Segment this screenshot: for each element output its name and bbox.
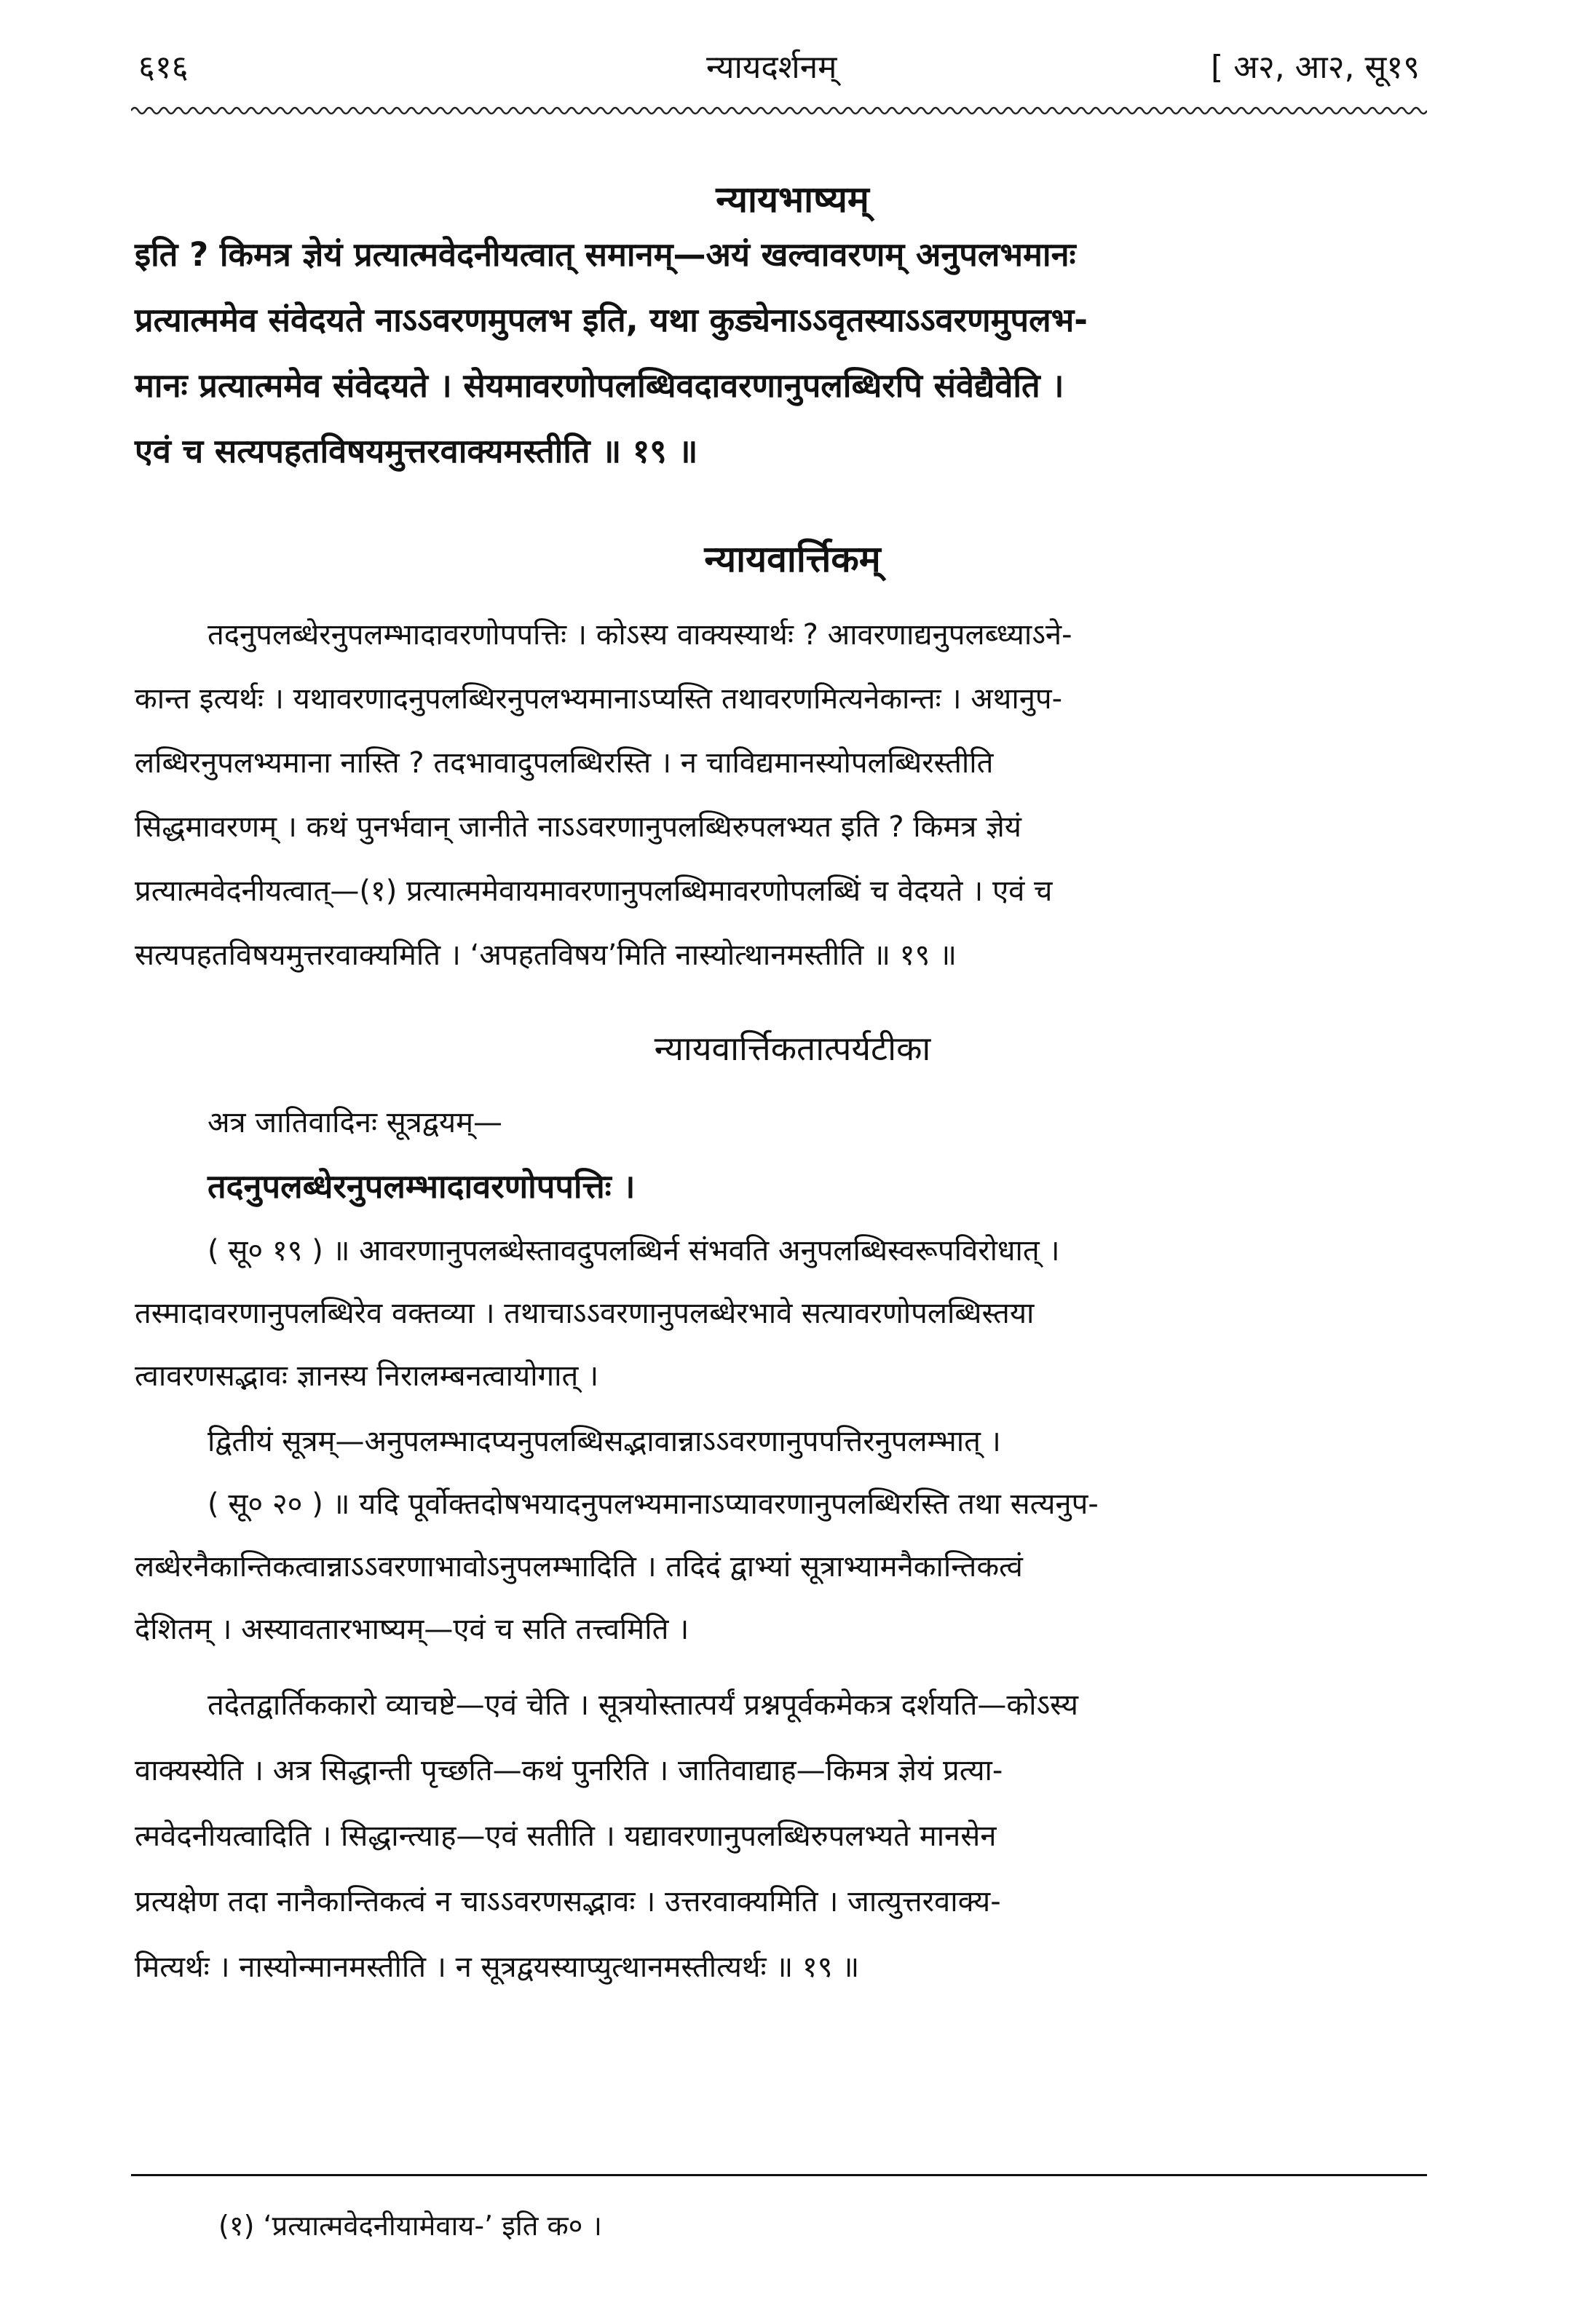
text-line: ( सू० २० ) ॥ यदि पूर्वोक्तदोषभयादनुपलभ्यमानाऽप्यावरणानुपलब्धिरस्ति तथा सत्यनुप- bbox=[207, 1487, 1099, 1521]
page-header bbox=[131, 44, 1427, 102]
footnote-divider bbox=[131, 2174, 1427, 2176]
text-line: त्वावरणसद्भावः ज्ञानस्य निरालम्बनत्वायोगात् । bbox=[135, 1359, 599, 1393]
text-line: प्रत्यक्षेण तदा नानैकान्तिकत्वं न चाऽऽवरणसद्भावः । उत्तरवाक्यमिति । जात्युत्तरवाक्य- bbox=[135, 1885, 1001, 1918]
text-line: लब्धिरनुपलभ्यमाना नास्ति ? तदभावादुपलब्धिरस्ति । न चाविद्यमानस्योपलब्धिरस्तीति bbox=[135, 746, 994, 780]
text-line: त्मवेदनीयत्वादिति । सिद्धान्त्याह—एवं सतीति । यद्यावरणानुपलब्धिरुपलभ्यते मानसेन bbox=[135, 1819, 997, 1853]
text-line: इति ? किमत्र ज्ञेयं प्रत्यात्मवेदनीयत्वात् समानम्—अयं खल्वावरणम् अनुपलभमानः bbox=[135, 235, 1076, 274]
page-number: ६१६ bbox=[138, 49, 189, 86]
vartika-title: न्यायवार्त्तिकम् bbox=[704, 538, 881, 580]
text-line: कान्त इत्यर्थः । यथावरणादनुपलब्धिरनुपलभ्यमानाऽप्यस्ति तथावरणमित्यनेकान्तः । अथानुप- bbox=[135, 682, 1063, 716]
text-line: प्रत्यात्मवेदनीयत्वात्—(१) प्रत्यात्ममेवायमावरणानुपलब्धिमावरणोपलब्धिं च वेदयते । एवं च bbox=[135, 874, 1053, 908]
text-line: अत्र जातिवादिनः सूत्रद्वयम्— bbox=[207, 1106, 502, 1139]
text-line: तदेतद्वार्तिककारो व्याचष्टे—एवं चेति । सूत्रयोस्तात्पर्यं प्रश्नपूर्वकमेकत्र दर्शयति—कोऽस्य bbox=[207, 1688, 1078, 1722]
text-line: सत्यपहतविषयमुत्तरवाक्यमिति । ‘अपहतविषय’मिति नास्योत्थानमस्तीति ॥ १९ ॥ bbox=[135, 938, 957, 972]
text-line: प्रत्यात्ममेव संवेदयते नाऽऽवरणमुपलभ इति, यथा कुड्येनाऽऽवृतस्याऽऽवरणमुपलभ- bbox=[135, 301, 1088, 339]
text-line: ( सू० १९ ) ॥ आवरणानुपलब्धेस्तावदुपलब्धिर्न संभवति अनुपलब्धिस्वरूपविरोधात् । bbox=[207, 1234, 1060, 1268]
header-wavy-rule bbox=[131, 102, 1427, 119]
text-line: मानः प्रत्यात्ममेव संवेदयते । सेयमावरणोपलब्धिवदावरणानुपलब्धिरपि संवेद्यैवेति । bbox=[135, 366, 1064, 405]
text-line: तदनुपलब्धेरनुपलम्भादावरणोपपत्तिः । bbox=[207, 1167, 636, 1206]
vartika-text bbox=[135, 613, 1438, 1006]
tika-text bbox=[135, 1101, 1438, 2135]
text-line: तदनुपलब्धेरनुपलम्भादावरणोपपत्तिः । कोऽस्य वाक्यस्यार्थः ? आवरणाद्यनुपलब्ध्याऽने- bbox=[207, 618, 1072, 652]
text-line: मित्यर्थः । नास्योन्मानमस्तीति । न सूत्रद्वयस्याप्युत्थानमस्तीत्यर्थः ॥ १९ ॥ bbox=[135, 1951, 860, 1984]
tika-title: न्यायवार्त्तिकतात्पर्यटीका bbox=[654, 1029, 931, 1068]
bhashya-text bbox=[135, 232, 1438, 523]
text-line: एवं च सत्यपहतविषयमुत्तरवाक्यमस्तीति ॥ १९ ॥ bbox=[135, 432, 698, 470]
footnote: (१) ‘प्रत्यात्मवेदनीयामेवाय-’ इति क० । bbox=[218, 2210, 602, 2242]
sutra-reference: [ अ२, आ२, सू१९ bbox=[1211, 49, 1420, 86]
text-line: सिद्धमावरणम् । कथं पुनर्भवान् जानीते नाऽऽवरणानुपलब्धिरुपलभ्यत इति ? किमत्र ज्ञेयं bbox=[135, 810, 1021, 844]
text-line: देशितम् । अस्यावतारभाष्यम्—एवं च सति तत्त्वमिति । bbox=[135, 1613, 689, 1646]
running-title: न्यायदर्शनम् bbox=[706, 49, 837, 86]
text-line: द्वितीयं सूत्रम्—अनुपलम्भादप्यनुपलब्धिसद्भावान्नाऽऽवरणानुपपत्तिरनुपलम्भात् । bbox=[207, 1425, 1001, 1458]
text-line: वाक्यस्येति । अत्र सिद्धान्ती पृच्छति—कथं पुनरिति । जातिवाद्याह—किमत्र ज्ञेयं प्रत्या- bbox=[135, 1754, 1003, 1787]
bhashya-title: न्यायभाष्यम् bbox=[716, 178, 869, 221]
text-line: तस्मादावरणानुपलब्धिरेव वक्तव्या । तथाचाऽऽवरणानुपलब्धेरभावे सत्यावरणोपलब्धिस्तया bbox=[135, 1297, 1035, 1330]
text-line: लब्धेरनैकान्तिकत्वान्नाऽऽवरणाभावोऽनुपलम्भादिति । तदिदं द्वाभ्यां सूत्राभ्यामनैकान्तिकत्वं bbox=[135, 1550, 1023, 1584]
